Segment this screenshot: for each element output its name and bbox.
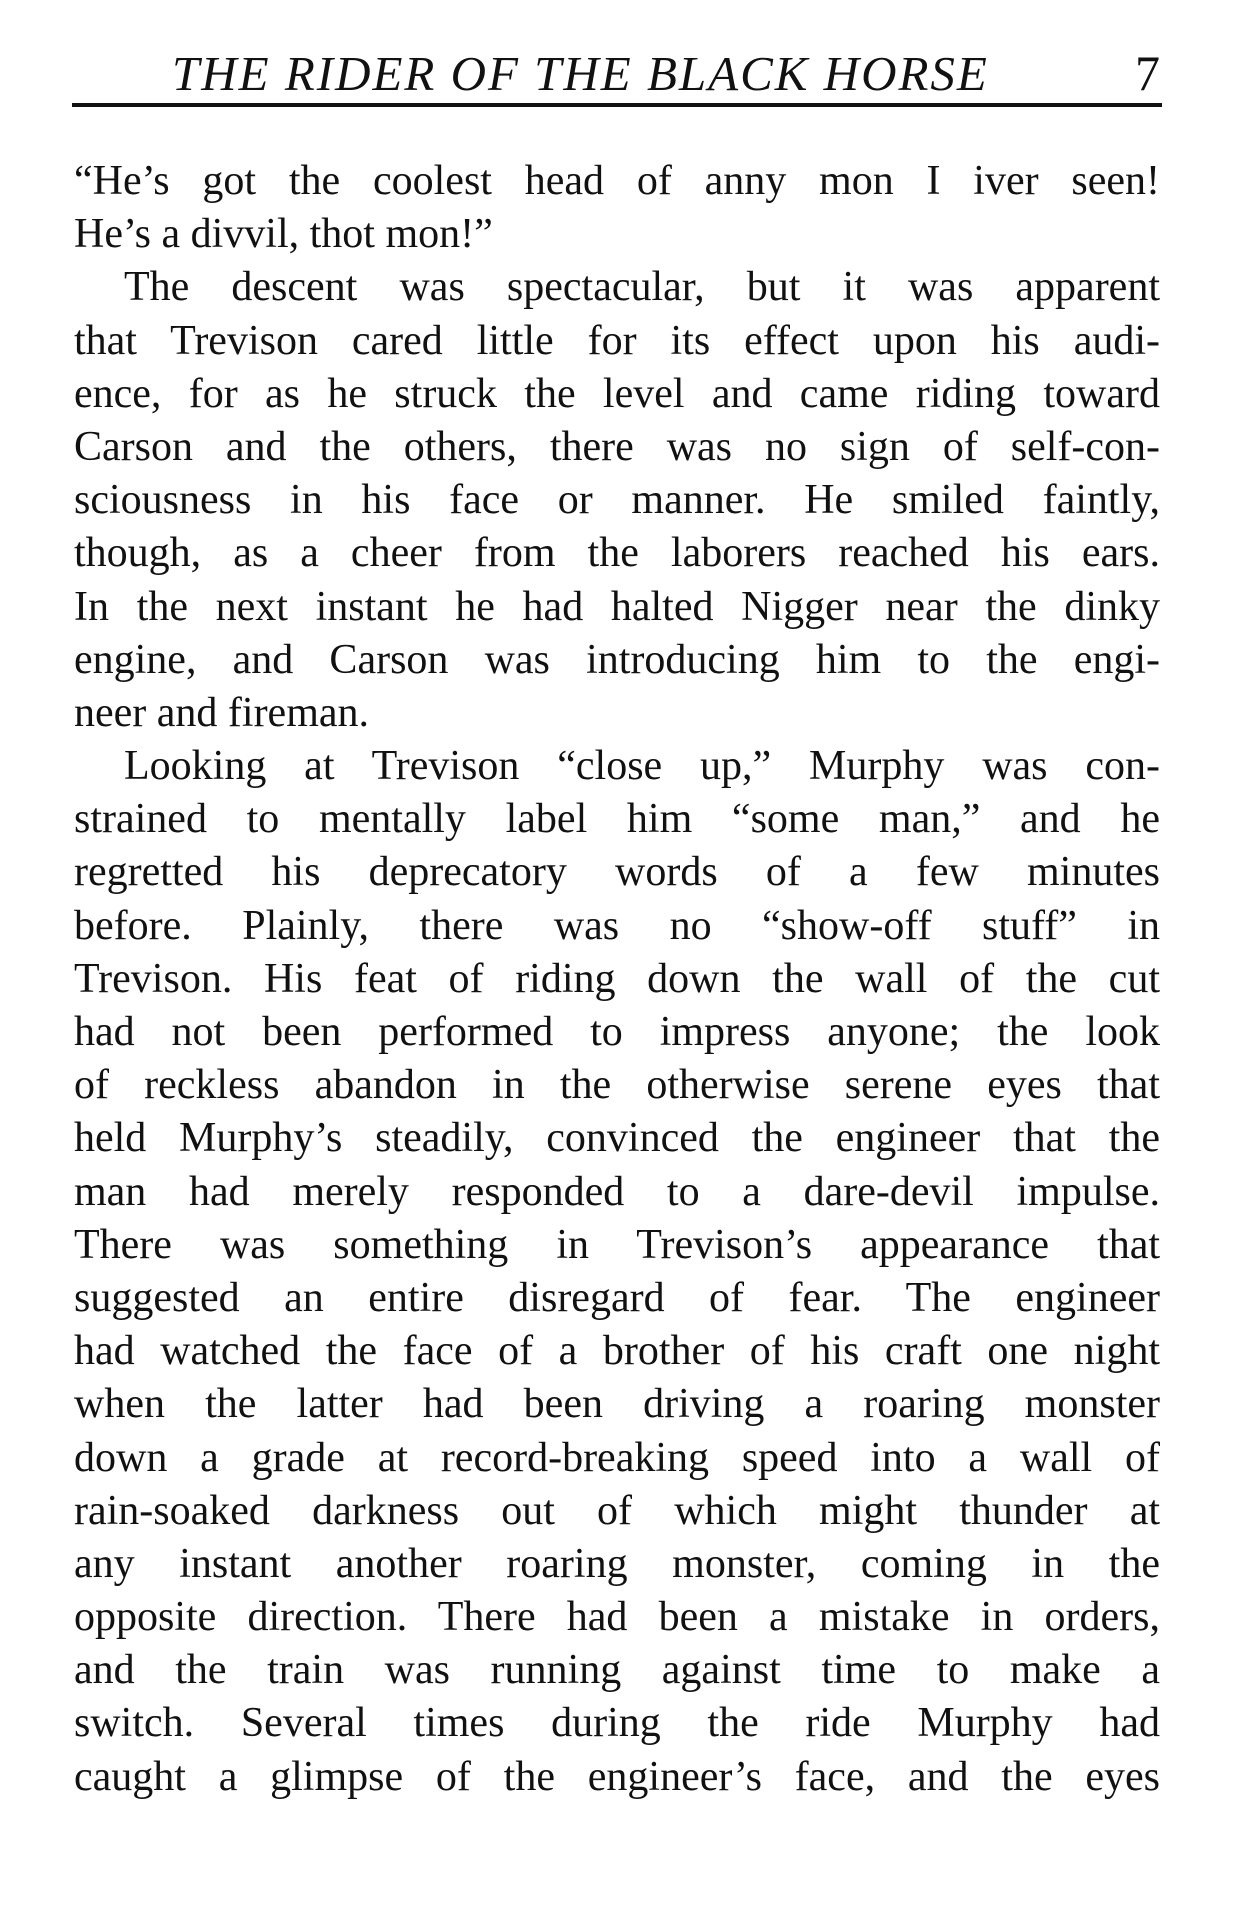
- text-line: strained to mentally label him “some man,” and he: [74, 796, 1160, 843]
- text-line: engine, and Carson was introducing him to the engi-: [74, 636, 1160, 683]
- body-text: [74, 155, 1160, 1804]
- text-line: caught a glimpse of the engineer’s face, and the eyes: [74, 1753, 1160, 1800]
- text-line: when the latter had been driving a roaring monster: [74, 1381, 1160, 1428]
- paragraph-3: [74, 740, 1160, 1804]
- text-line: rain-soaked darkness out of which might thunder at: [74, 1487, 1160, 1534]
- text-line: down a grade at record-breaking speed into a wall of: [74, 1434, 1160, 1481]
- text-line: sciousness in his face or manner. He smiled faintly,: [74, 477, 1160, 524]
- text-line: had watched the face of a brother of his craft one night: [74, 1328, 1160, 1375]
- header-rule: [72, 103, 1162, 107]
- text-line: “He’s got the coolest head of anny mon I iver seen!: [74, 158, 1160, 204]
- paragraph-1: [74, 155, 1160, 261]
- text-line: There was something in Trevison’s appearance that: [74, 1221, 1160, 1268]
- running-title: THE RIDER OF THE BLACK HORSE: [172, 46, 989, 101]
- text-line: before. Plainly, there was no “show-off stuff” in: [74, 902, 1160, 949]
- text-line: Trevison. His feat of riding down the wall of the cut: [74, 955, 1160, 1002]
- text-line: ence, for as he struck the level and came riding toward: [74, 370, 1160, 417]
- text-line: The descent was spectacular, but it was apparent: [124, 264, 1160, 311]
- text-line: regretted his deprecatory words of a few minutes: [74, 849, 1160, 896]
- text-line: Carson and the others, there was no sign of self-con-: [74, 423, 1160, 470]
- text-line: opposite direction. There had been a mistake in orders,: [74, 1594, 1160, 1641]
- text-line: He’s a divvil, thot mon!”: [74, 211, 493, 258]
- text-line: had not been performed to impress anyone; the look: [74, 1009, 1160, 1055]
- text-line: and the train was running against time to make a: [74, 1647, 1160, 1694]
- running-head: [74, 36, 1160, 101]
- text-line: In the next instant he had halted Nigger near the dinky: [74, 583, 1160, 630]
- text-line: switch. Several times during the ride Murphy had: [74, 1700, 1160, 1747]
- page-number: 7: [1135, 45, 1160, 101]
- text-line: though, as a cheer from the laborers reached his ears.: [74, 530, 1160, 577]
- paragraph-2: [74, 261, 1160, 740]
- text-line: any instant another roaring monster, coming in the: [74, 1540, 1160, 1587]
- text-line: man had merely responded to a dare-devil impulse.: [74, 1168, 1160, 1215]
- text-line: neer and fireman.: [74, 689, 370, 736]
- text-line: held Murphy’s steadily, convinced the engineer that the: [74, 1115, 1160, 1162]
- text-line: that Trevison cared little for its effect upon his audi-: [74, 317, 1160, 364]
- text-line: suggested an entire disregard of fear. The engineer: [74, 1274, 1160, 1321]
- text-line: Looking at Trevison “close up,” Murphy was con-: [124, 743, 1160, 790]
- text-line: of reckless abandon in the otherwise serene eyes that: [74, 1062, 1160, 1109]
